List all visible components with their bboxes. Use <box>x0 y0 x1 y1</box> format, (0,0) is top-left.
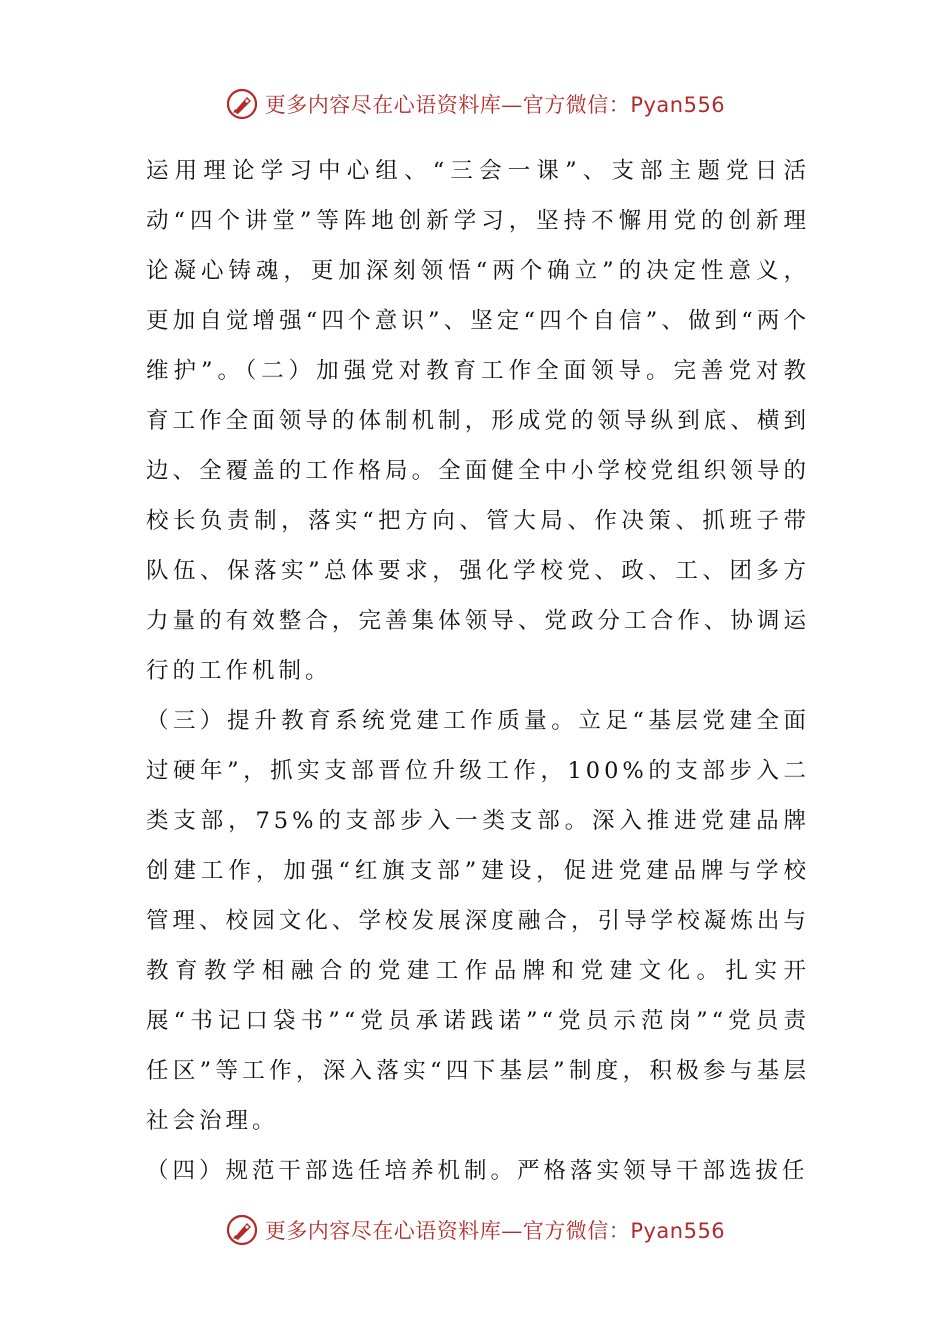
banner-text: 更多内容尽在心语资料库—官方微信： <box>264 93 631 117</box>
banner-handle: Pyan556 <box>630 1219 726 1243</box>
banner-text: 更多内容尽在心语资料库—官方微信： <box>264 1219 631 1243</box>
paragraph-3: （四）规范干部选任培养机制。严格落实领导干部选拔任 <box>146 1158 809 1184</box>
document-body <box>146 146 810 1196</box>
footer-banner <box>0 1208 950 1252</box>
paragraph-2: （三）提升教育系统党建工作质量。立足“基层党建全面过硬年”，抓实支部晋位升级工作，100%的支部步入二类支部，75%的支部步入一类支部。深入推进党建品牌创建工作，加强“红旗支部”建设，促进党建品牌与学校管理、校园文化、学校发展深度融合，引导学校凝炼出与教育教学相融合的党建工作品牌和党建文化。扎实开展“书记口袋书”“党员承诺践诺”“党员示范岗”“党员责任区”等工作，深入落实“四下基层”制度，积极参与基层社会治理。 <box>146 708 810 1134</box>
pen-nib-logo-icon <box>225 87 259 121</box>
paragraph-1: 运用理论学习中心组、“三会一课”、支部主题党日活动“四个讲堂”等阵地创新学习，坚持不懈用党的创新理论凝心铸魂，更加深刻领悟“两个确立”的决定性意义，更加自觉增强“四个意识”、坚定“四个自信”、做到“两个维护”。（二）加强党对教育工作全面领导。完善党对教育工作全面领导的体制机制，形成党的领导纵到底、横到边、全覆盖的工作格局。全面健全中小学校党组织领导的校长负责制，落实“把方向、管大局、作决策、抓班子带队伍、保落实”总体要求，强化学校党、政、工、团多方力量的有效整合，完善集体领导、党政分工合作、协调运行的工作机制。 <box>146 158 810 684</box>
header-banner <box>0 82 950 126</box>
pen-nib-logo-icon <box>225 1213 259 1247</box>
banner-handle: Pyan556 <box>630 93 726 117</box>
